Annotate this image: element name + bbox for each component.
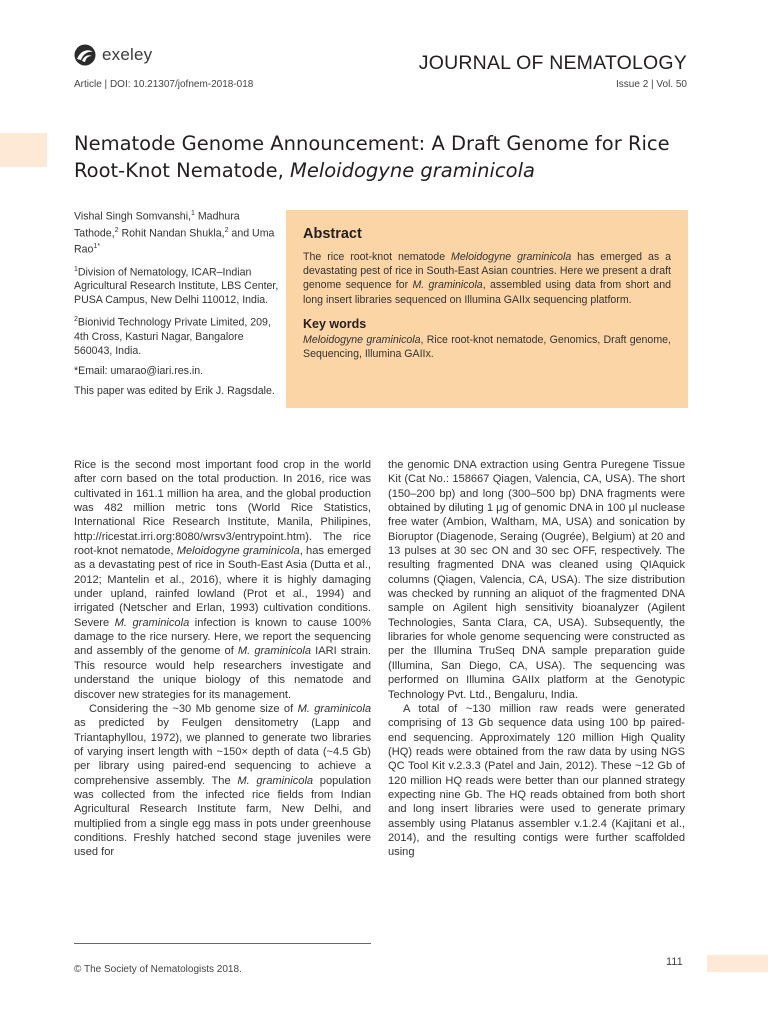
edited-by: This paper was edited by Erik J. Ragsdale. — [74, 384, 275, 397]
publisher-logo — [74, 44, 152, 66]
footnote-divider — [74, 943, 371, 944]
publisher-name: exeley — [102, 45, 153, 64]
author-list: Vishal Singh Somvanshi,$^1$ Madhura Tathode,$^2$ Rohit Nandan Shukla,$^2$ and Uma Rao$^{1*}$ — [74, 210, 275, 256]
keywords-text: Meloidogyne graminicola, Rice root-knot nematode, Genomics, Draft genome, Sequencing, Illumina GAIIx. — [303, 333, 671, 361]
article-title — [74, 130, 694, 184]
title-species: Meloidogyne graminicola — [290, 159, 535, 182]
exeley-logo-icon — [74, 44, 96, 66]
journal-name: JOURNAL OF NEMATOLOGY — [418, 52, 687, 74]
author-block — [74, 207, 284, 404]
keywords-heading: Key words — [303, 316, 367, 331]
affiliation-2: $^2$Bionivid Technology Private Limited, 209, 4th Cross, Kasturi Nagar, Bangalore 560043, India. — [74, 316, 271, 357]
body-column-left — [74, 458, 371, 860]
issue-volume: Issue 2 | Vol. 50 — [616, 79, 687, 90]
article-doi: Article | DOI: 10.21307/jofnem-2018-018 — [74, 79, 254, 90]
copyright-notice: © The Society of Nematologists 2018. — [74, 964, 242, 975]
body-paragraph: Rice is the second most important food crop in the world after corn based on the total production. In 2016, rice was cultivated in 161.1 million ha area, and the global production was 482 million metric tons (World Rice Statistics, International Rice Research Institute, Manila, Philipines, http://ricestat.irri.org:8080/wrsv3/entrypoint.htm). The rice root-knot nematode, Meloidogyne graminicola, has emerged as a devastating pest of rice in South-East Asia (Dutta et al., 2012; Mantelin et al., 2016), where it is highly damaging under upland, rainfed lowland (Prot et al., 1994) and irrigated (Netscher and Erlan, 1993) cultivation conditions. Severe M. graminicola infection is known to cause 100% damage to the rice nursery. Here, we report the sequencing and assembly of the genome of M. graminicola IARI strain. This resource would help researchers investigate and understand the unique biology of this nematode and discover new strategies for its management. — [74, 459, 372, 701]
page-number: 111 — [666, 956, 683, 968]
right-edge-tab — [707, 955, 768, 972]
affiliation-1: $^1$Division of Nematology, ICAR–Indian Agricultural Research Institute, LBS Center, PUSA Campus, New Delhi 110012, India. — [74, 265, 279, 307]
body-column-right — [388, 458, 685, 860]
body-paragraph: the genomic DNA extraction using Gentra Puregene Tissue Kit (Cat No.: 158667 Qiagen, Valencia, CA, USA). The short (150–200 bp) and long (300–500 bp) DNA fragments were obtained by diluting 1 μg of genomic DNA in 100 μl nuclease free water (Ambion, Waltham, MA, USA) and sonication by Bioruptor (Diagenode, Seraing (Ougrée), Belgium) at 20 and 13 pulses at 30 sec ON and 30 sec OFF, respectively. The resulting fragmented DNA was cleaned using QIAquick columns (Qiagen, Valencia, CA, USA). The size distribution was checked by running an aliquot of the fragmented DNA sample on Agilent high sensitivity bioanalyzer (Agilent Technologies, Santa Clara, CA, USA). Subsequently, the libraries for whole genome sequencing were constructed as per the Illumina TruSeq DNA sample preparation guide (Illumina, San Diego, CA, USA). The sequencing was performed on Illumina GAIIx platform at the Genotypic Technology Pvt. Ltd., Bengaluru, India. — [388, 459, 685, 701]
abstract-heading: Abstract — [303, 226, 362, 242]
abstract-box — [286, 210, 688, 408]
corresponding-email: *Email: umarao@iari.res.in. — [74, 364, 204, 377]
body-paragraph: A total of ~130 million raw reads were generated comprising of 13 Gb sequence data using 100 bp paired-end sequencing. Approximately 120 million High Quality (HQ) reads were obtained from the raw data by using NGS QC Tool Kit v.2.3.3 (Patel and Jain, 2012). These ~12 Gb of 120 million HQ reads were better than our planned strategy expecting nine Gb. The HQ reads obtained from both short and long insert libraries were used to generate primary assembly using Platanus assembler v.1.2.4 (Kajitani et al., 2014), and the resulting contigs were further scaffolded using — [388, 702, 685, 859]
left-edge-tab — [0, 133, 47, 167]
title-main: Nematode Genome Announcement: A Draft Genome for Rice Root-Knot Nematode, — [74, 132, 670, 182]
body-paragraph: Considering the ~30 Mb genome size of M. graminicola as predicted by Feulgen densitometry (Lapp and Triantaphyllou, 1972), we planned to generate two libraries of varying insert length with ~150× depth of data (~4.5 Gb) per library using paired-end sequencing to achieve a comprehensive assembly. The M. graminicola population was collected from the infected rice fields from Indian Agricultural Research Institute farm, New Delhi, and multiplied from a single egg mass in pots under greenhouse conditions. Freshly hatched second stage juveniles were used for — [74, 702, 371, 859]
abstract-text: The rice root-knot nematode Meloidogyne graminicola has emerged as a devastating pest of rice in South-East Asian countries. Here we present a draft genome sequence for M. graminicola, assembled using data from short and long insert libraries sequenced on Illumina GAIIx sequencing platform. — [303, 251, 671, 306]
